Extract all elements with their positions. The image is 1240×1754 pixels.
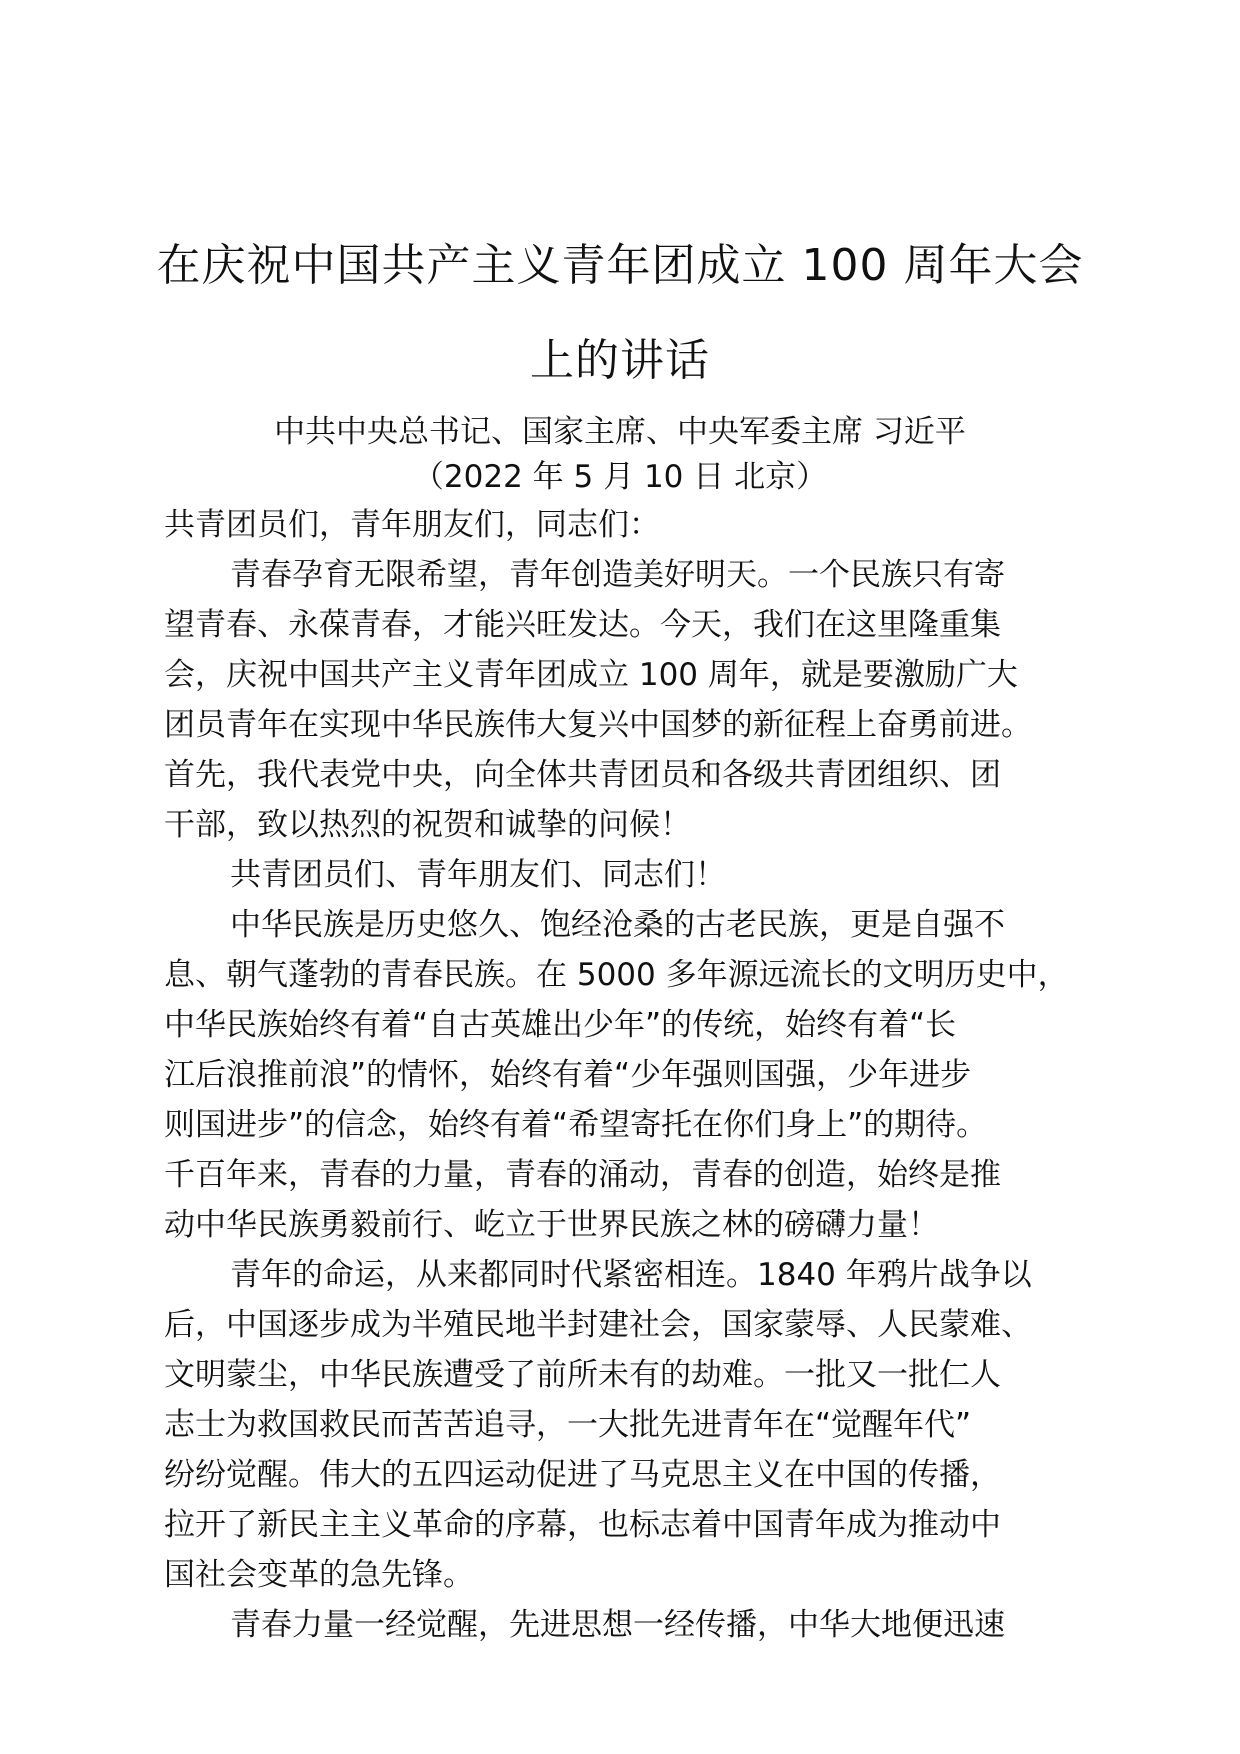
text-line: 国社会变革的急先锋。 <box>164 1557 474 1593</box>
text-line: 青春力量一经觉醒，先进思想一经传播，中华大地便迅速 <box>230 1607 1005 1643</box>
text-line: 拉开了新民主主义革命的序幕，也标志着中国青年成为推动中 <box>164 1507 1001 1543</box>
title-line-2: 上的讲话 <box>530 335 710 386</box>
text-line: 则国进步”的信念，始终有着“希望寄托在你们身上”的期待。 <box>164 1107 988 1143</box>
title-line-1: 在庆祝中国共产主义青年团成立 100 周年大会 <box>156 240 1084 291</box>
text-line: 青年的命运，从来都同时代紧密相连。1840 年鸦片战争以 <box>230 1257 1032 1293</box>
date-location-line: （2022 年 5 月 10 日 北京） <box>412 459 828 495</box>
text-line: 干部，致以热烈的祝贺和诚挚的问候！ <box>164 807 691 843</box>
speaker-byline: 中共中央总书记、国家主席、中央军委主席 习近平 <box>274 414 966 450</box>
text-line: 文明蒙尘，中华民族遭受了前所未有的劫难。一批又一批仁人 <box>164 1357 1001 1393</box>
text-line: 首先，我代表党中央，向全体共青团员和各级共青团组织、团 <box>164 757 1001 793</box>
text-line: 千百年来，青春的力量，青春的涌动，青春的创造，始终是推 <box>164 1157 1001 1193</box>
text-line: 江后浪推前浪”的情怀，始终有着“少年强则国强，少年进步 <box>164 1057 972 1093</box>
text-line: 息、朝气蓬勃的青春民族。在 5000 多年源远流长的文明历史中， <box>164 957 1069 993</box>
text-line: 团员青年在实现中华民族伟大复兴中国梦的新征程上奋勇前进。 <box>164 707 1032 743</box>
text-line: 共青团员们、青年朋友们、同志们！ <box>230 857 726 893</box>
text-line: 会，庆祝中国共产主义青年团成立 100 周年，就是要激励广大 <box>164 657 1018 693</box>
text-line: 纷纷觉醒。伟大的五四运动促进了马克思主义在中国的传播， <box>164 1457 1001 1493</box>
text-line: 动中华民族勇毅前行、屹立于世界民族之林的磅礴力量！ <box>164 1207 939 1243</box>
text-line: 望青春、永葆青春，才能兴旺发达。今天，我们在这里隆重集 <box>164 607 1001 643</box>
text-line: 中华民族始终有着“自古英雄出少年”的传统，始终有着“长 <box>164 1007 957 1043</box>
text-line: 中华民族是历史悠久、饱经沧桑的古老民族，更是自强不 <box>230 907 1005 943</box>
speech-body <box>164 500 1110 1650</box>
speech-title <box>150 238 1090 389</box>
text-line: 后，中国逐步成为半殖民地半封建社会，国家蒙辱、人民蒙难、 <box>164 1307 1032 1343</box>
text-line: 青春孕育无限希望，青年创造美好明天。一个民族只有寄 <box>230 557 1005 593</box>
text-line: 共青团员们，青年朋友们，同志们： <box>164 507 660 543</box>
text-line: 志士为救国救民而苦苦追寻，一大批先进青年在“觉醒年代” <box>164 1407 972 1443</box>
